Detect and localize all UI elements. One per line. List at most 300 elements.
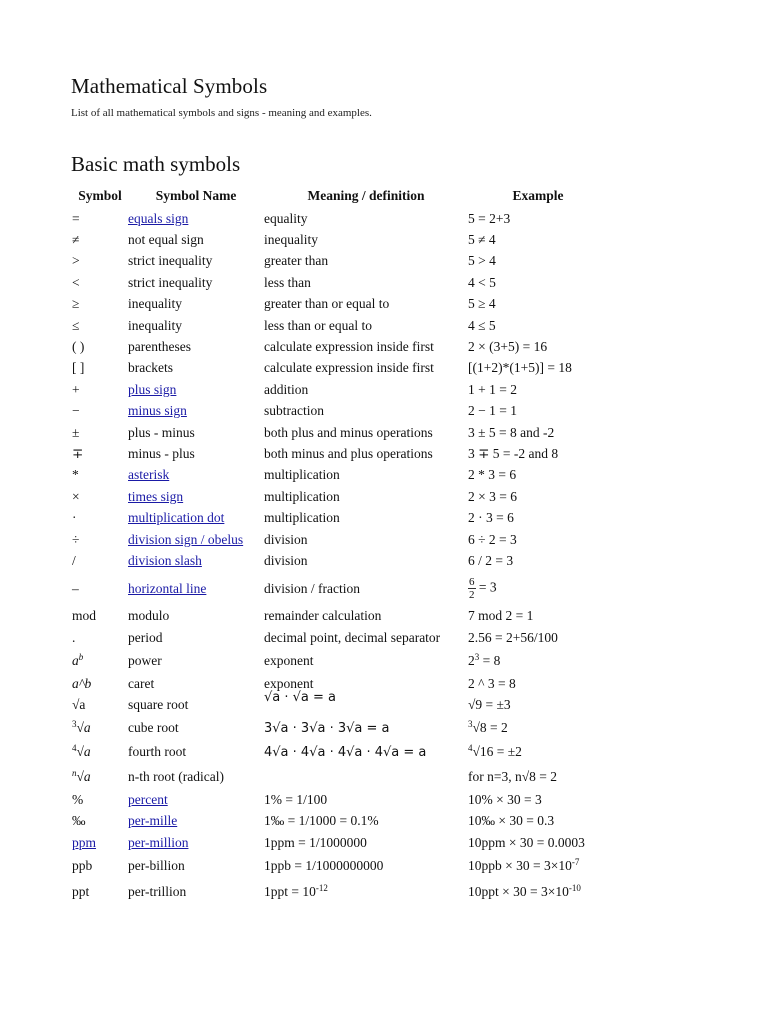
meaning-sup: -12 xyxy=(315,883,328,894)
symbol-text: ≤ xyxy=(72,317,80,333)
example-cell xyxy=(468,694,608,715)
symbol-name-link[interactable]: horizontal line xyxy=(128,580,207,596)
symbol-name: per-billion xyxy=(128,858,185,874)
symbol-text: % xyxy=(72,791,84,807)
meaning-cell xyxy=(264,879,468,905)
meaning-text: exponent xyxy=(264,652,314,668)
example-text: [(1+2)*(1+5)] = 18 xyxy=(468,360,572,376)
symbol-name-link[interactable]: division sign / obelus xyxy=(128,531,244,547)
table-row xyxy=(72,648,608,673)
symbol-text: · xyxy=(72,510,77,526)
meaning-cell xyxy=(264,690,468,715)
example-rest: = 3 xyxy=(478,579,497,595)
meaning-cell xyxy=(264,272,468,293)
example-base: 2 xyxy=(468,652,475,668)
symbol-cell xyxy=(72,315,128,336)
example-cell xyxy=(468,358,608,379)
header-symbol-name: Symbol Name xyxy=(155,188,237,203)
meaning-cell xyxy=(264,422,468,443)
table-row xyxy=(72,529,608,550)
symbol-text: + xyxy=(72,381,80,397)
name-cell xyxy=(128,648,264,673)
name-cell xyxy=(128,229,264,250)
meaning-text: exponent xyxy=(264,675,314,691)
symbol-text: * xyxy=(72,467,79,483)
meaning-cell xyxy=(264,358,468,379)
example-text: 2 ^ 3 = 8 xyxy=(468,675,516,691)
symbol-name: fourth root xyxy=(128,744,187,760)
symbol-text: mod xyxy=(72,608,97,624)
meaning-cell xyxy=(264,811,468,832)
name-cell xyxy=(128,716,264,741)
example-cell xyxy=(468,443,608,464)
meaning-text: division xyxy=(264,552,308,568)
meaning-cell xyxy=(264,853,468,879)
meaning-cell xyxy=(264,832,468,853)
example-cell xyxy=(468,401,608,422)
fraction-numerator: 6 xyxy=(469,576,475,589)
symbol-cell xyxy=(72,294,128,315)
name-cell xyxy=(128,465,264,486)
meaning-text: greater than xyxy=(264,253,329,269)
example-cell xyxy=(468,229,608,250)
table-row xyxy=(72,486,608,507)
symbol-text: [ ] xyxy=(72,360,85,376)
symbol-text: ∓ xyxy=(72,445,84,461)
name-cell xyxy=(128,853,264,879)
table-row xyxy=(72,208,608,229)
example-cell xyxy=(468,627,608,648)
symbol-text: ‰ xyxy=(72,813,86,829)
table-body xyxy=(72,208,608,905)
symbol-cell xyxy=(72,422,128,443)
table-row xyxy=(72,229,608,250)
table-row xyxy=(72,853,608,879)
symbol-cell xyxy=(72,336,128,357)
meaning-text: decimal point, decimal separator xyxy=(264,629,441,645)
name-cell xyxy=(128,606,264,627)
symbol-name: caret xyxy=(128,675,155,691)
example-text: 2 − 1 = 1 xyxy=(468,403,517,419)
table-row xyxy=(72,811,608,832)
meaning-text: equality xyxy=(264,210,308,226)
example-text: 10‰ × 30 = 0.3 xyxy=(468,813,555,829)
example-cell xyxy=(468,740,608,765)
symbol-base: √a xyxy=(76,719,91,735)
symbol-text: / xyxy=(72,552,76,568)
meaning-cell xyxy=(264,294,468,315)
name-cell xyxy=(128,315,264,336)
meaning-text: multiplication xyxy=(264,467,340,483)
table-row xyxy=(72,443,608,464)
symbol-name: cube root xyxy=(128,719,179,735)
symbol-name: per-trillion xyxy=(128,884,187,900)
meaning-text: subtraction xyxy=(264,403,324,419)
example-cell xyxy=(468,529,608,550)
example-cell xyxy=(468,853,608,879)
meaning-text: greater than or equal to xyxy=(264,296,390,312)
table-row xyxy=(72,740,608,765)
symbol-cell xyxy=(72,853,128,879)
table-row xyxy=(72,550,608,571)
page-intro: List of all mathematical symbols and signs - meaning and examples. xyxy=(71,107,372,119)
symbol-cell xyxy=(72,529,128,550)
meaning-text: calculate expression inside first xyxy=(264,360,434,376)
meaning-cell xyxy=(264,229,468,250)
name-cell xyxy=(128,443,264,464)
symbol-text: a^b xyxy=(72,675,92,691)
symbol-text: ppt xyxy=(72,884,90,900)
example-cell xyxy=(468,336,608,357)
symbol-cell xyxy=(72,486,128,507)
symbol-name-link[interactable]: equals sign xyxy=(128,210,189,226)
symbol-cell xyxy=(72,550,128,571)
symbol-text: ≥ xyxy=(72,296,80,312)
table-row xyxy=(72,315,608,336)
symbol-name-link[interactable]: multiplication dot xyxy=(128,510,225,526)
name-cell xyxy=(128,507,264,528)
example-text: 2.56 = 2+56/100 xyxy=(468,629,558,645)
example-text: 2 × (3+5) = 16 xyxy=(468,339,548,355)
name-cell xyxy=(128,358,264,379)
symbol-text: ≠ xyxy=(72,232,80,248)
meaning-cell xyxy=(264,550,468,571)
example-text: 10ppm × 30 = 0.0003 xyxy=(468,834,585,850)
header-example: Example xyxy=(512,188,564,203)
example-cell xyxy=(468,648,608,673)
symbol-base: √a xyxy=(76,768,91,784)
meaning-cell xyxy=(264,765,468,790)
symbol-name: parentheses xyxy=(128,339,191,355)
symbol-cell xyxy=(72,832,128,853)
symbol-cell xyxy=(72,673,128,694)
table-row xyxy=(72,422,608,443)
symbol-name-link[interactable]: division slash xyxy=(128,552,202,568)
symbol-text: √a xyxy=(72,697,86,712)
example-text: 5 ≥ 4 xyxy=(468,296,496,312)
meaning-cell xyxy=(264,315,468,336)
meaning-cell xyxy=(264,401,468,422)
symbol-name-link[interactable]: per-million xyxy=(128,834,189,850)
meaning-text: inequality xyxy=(264,232,318,248)
symbol-cell xyxy=(72,208,128,229)
meaning-cell xyxy=(264,486,468,507)
name-cell xyxy=(128,251,264,272)
symbol-name: inequality xyxy=(128,296,182,312)
example-cell xyxy=(468,422,608,443)
example-text: 5 > 4 xyxy=(468,253,496,269)
table-row xyxy=(72,694,608,715)
table-row xyxy=(72,358,608,379)
meaning-text: both minus and plus operations xyxy=(264,445,433,461)
fraction xyxy=(468,576,476,601)
symbol-cell xyxy=(72,272,128,293)
symbol-cell xyxy=(72,811,128,832)
example-text: 2 × 3 = 6 xyxy=(468,488,517,504)
name-cell xyxy=(128,422,264,443)
example-base: 10ppb × 30 = 3×10 xyxy=(468,858,572,874)
symbol-cell xyxy=(72,740,128,765)
symbol-cell xyxy=(72,879,128,905)
symbol-cell xyxy=(72,507,128,528)
symbol-text: × xyxy=(72,488,80,504)
example-text: 2 · 3 = 6 xyxy=(468,510,514,526)
symbol-name: not equal sign xyxy=(128,232,204,248)
symbol-name: minus - plus xyxy=(128,445,195,461)
meaning-cell xyxy=(264,465,468,486)
symbol-cell xyxy=(72,765,128,790)
symbol-link[interactable]: ppm xyxy=(72,834,97,850)
symbol-cell xyxy=(72,251,128,272)
example-cell xyxy=(468,879,608,905)
example-sup: -7 xyxy=(571,857,580,868)
symbol-cell xyxy=(72,627,128,648)
name-cell xyxy=(128,811,264,832)
meaning-text: √a · √a = a xyxy=(264,690,337,705)
meaning-cell xyxy=(264,443,468,464)
symbol-base: √a xyxy=(76,744,91,760)
name-cell xyxy=(128,765,264,790)
meaning-text: multiplication xyxy=(264,510,340,526)
meaning-cell xyxy=(264,789,468,810)
meaning-cell xyxy=(264,336,468,357)
example-text: 4 ≤ 5 xyxy=(468,317,496,333)
example-cell xyxy=(468,507,608,528)
symbol-name: period xyxy=(128,629,163,645)
name-cell xyxy=(128,550,264,571)
symbol-cell xyxy=(72,443,128,464)
symbol-name: brackets xyxy=(128,360,173,376)
example-text: for n=3, n√8 = 2 xyxy=(468,768,558,784)
example-cell xyxy=(468,208,608,229)
meaning-text: division / fraction xyxy=(264,580,360,596)
symbol-name-link[interactable]: percent xyxy=(128,791,168,807)
meaning-text: both plus and minus operations xyxy=(264,424,433,440)
table-row xyxy=(72,272,608,293)
table-row xyxy=(72,251,608,272)
meaning-text: 1‰ = 1/1000 = 0.1% xyxy=(264,813,379,829)
name-cell xyxy=(128,529,264,550)
example-cell xyxy=(468,789,608,810)
name-cell xyxy=(128,379,264,400)
example-cell xyxy=(468,465,608,486)
meaning-text: 3√a · 3√a · 3√a = a xyxy=(264,720,390,736)
meaning-text: 1% = 1/100 xyxy=(264,791,328,807)
example-cell xyxy=(468,811,608,832)
symbol-name-link[interactable]: minus sign xyxy=(128,403,187,419)
symbol-text: < xyxy=(72,274,80,290)
symbol-text: − xyxy=(72,403,80,419)
meaning-text: 1ppb = 1/1000000000 xyxy=(264,858,384,874)
example-sup: 3 xyxy=(468,718,473,729)
symbol-text: = xyxy=(72,210,80,226)
symbol-name: strict inequality xyxy=(128,274,213,290)
table-row xyxy=(72,465,608,486)
header-meaning: Meaning / definition xyxy=(307,188,425,203)
symbol-text: – xyxy=(72,580,79,596)
name-cell xyxy=(128,208,264,229)
meaning-cell xyxy=(264,606,468,627)
meaning-text: remainder calculation xyxy=(264,608,382,624)
table-row xyxy=(72,716,608,741)
symbol-cell xyxy=(72,358,128,379)
example-text: 5 ≠ 4 xyxy=(468,232,496,248)
name-cell xyxy=(128,740,264,765)
example-cell xyxy=(468,550,608,571)
example-cell xyxy=(468,606,608,627)
name-cell xyxy=(128,401,264,422)
name-cell xyxy=(128,572,264,606)
meaning-cell xyxy=(264,251,468,272)
symbol-name-link[interactable]: plus sign xyxy=(128,381,177,397)
table-row xyxy=(72,572,608,606)
name-cell xyxy=(128,336,264,357)
symbol-text: ± xyxy=(72,424,80,440)
meaning-text: 1ppm = 1/1000000 xyxy=(264,834,367,850)
example-cell xyxy=(468,832,608,853)
symbol-base: a xyxy=(72,652,79,668)
example-cell xyxy=(468,294,608,315)
name-cell xyxy=(128,673,264,694)
symbol-cell xyxy=(72,572,128,606)
example-cell xyxy=(468,486,608,507)
example-sup: 3 xyxy=(474,651,480,662)
example-base: 10ppt × 30 = 3×10 xyxy=(468,884,569,900)
example-text: 1 + 1 = 2 xyxy=(468,381,517,397)
example-cell xyxy=(468,272,608,293)
symbol-name: square root xyxy=(128,697,189,712)
name-cell xyxy=(128,832,264,853)
table-row xyxy=(72,379,608,400)
meaning-text: multiplication xyxy=(264,488,340,504)
symbol-cell xyxy=(72,606,128,627)
symbol-name-link[interactable]: times sign xyxy=(128,488,184,504)
symbol-name: power xyxy=(128,652,162,668)
symbol-cell xyxy=(72,465,128,486)
table-row xyxy=(72,507,608,528)
name-cell xyxy=(128,294,264,315)
example-text: 10% × 30 = 3 xyxy=(468,791,542,807)
meaning-text: division xyxy=(264,531,308,547)
symbol-text: > xyxy=(72,253,80,269)
name-cell xyxy=(128,694,264,715)
example-text: 2 * 3 = 6 xyxy=(468,467,517,483)
symbol-name: strict inequality xyxy=(128,253,213,269)
symbol-cell xyxy=(72,716,128,741)
symbol-sup: b xyxy=(78,651,84,662)
example-cell xyxy=(468,315,608,336)
fraction-denominator: 2 xyxy=(469,589,475,602)
symbol-sup: n xyxy=(72,767,77,778)
example-text: √9 = ±3 xyxy=(468,697,511,712)
example-cell xyxy=(468,251,608,272)
example-sup: 4 xyxy=(468,743,473,754)
name-cell xyxy=(128,627,264,648)
example-base: √16 = ±2 xyxy=(472,744,522,760)
example-cell xyxy=(468,716,608,741)
symbol-text: ( ) xyxy=(72,339,85,355)
meaning-cell xyxy=(264,740,468,765)
symbol-name: inequality xyxy=(128,317,182,333)
example-text: 7 mod 2 = 1 xyxy=(468,608,534,624)
meaning-cell xyxy=(264,627,468,648)
meaning-cell xyxy=(264,648,468,673)
example-cell xyxy=(468,673,608,694)
example-text: 6 / 2 = 3 xyxy=(468,552,514,568)
table-row xyxy=(72,765,608,790)
meaning-cell xyxy=(264,208,468,229)
meaning-text: 4√a · 4√a · 4√a · 4√a = a xyxy=(264,745,427,761)
symbol-name-link[interactable]: per-mille xyxy=(128,813,178,829)
symbol-cell xyxy=(72,401,128,422)
section-title: Basic math symbols xyxy=(71,152,241,176)
table-row xyxy=(72,401,608,422)
example-cell xyxy=(468,572,608,606)
table-row xyxy=(72,832,608,853)
example-rest: = 8 xyxy=(479,652,501,668)
symbol-cell xyxy=(72,694,128,715)
table-row xyxy=(72,606,608,627)
header-symbol: Symbol xyxy=(78,188,122,203)
name-cell xyxy=(128,879,264,905)
meaning-base: 1ppt = 10 xyxy=(264,884,316,900)
symbol-sup: 3 xyxy=(72,718,77,729)
example-sup: -10 xyxy=(568,883,581,894)
symbol-text: ppb xyxy=(72,858,93,874)
meaning-text: less than or equal to xyxy=(264,317,372,333)
example-text: 6 ÷ 2 = 3 xyxy=(468,531,517,547)
symbol-name: n-th root (radical) xyxy=(128,768,224,784)
symbol-name: modulo xyxy=(128,608,170,624)
meaning-cell xyxy=(264,379,468,400)
example-text: 3 ± 5 = 8 and -2 xyxy=(468,424,555,440)
symbol-name-link[interactable]: asterisk xyxy=(128,467,170,483)
symbol-sup: 4 xyxy=(72,743,77,754)
example-cell xyxy=(468,765,608,790)
example-text: 4 < 5 xyxy=(468,274,496,290)
meaning-cell xyxy=(264,572,468,606)
example-text: 3 ∓ 5 = -2 and 8 xyxy=(468,445,559,461)
table-row xyxy=(72,336,608,357)
symbol-cell xyxy=(72,648,128,673)
table-row xyxy=(72,673,608,694)
example-base: √8 = 2 xyxy=(472,719,508,735)
symbol-text: . xyxy=(72,629,76,645)
meaning-text: less than xyxy=(264,274,311,290)
name-cell xyxy=(128,272,264,293)
symbol-name: plus - minus xyxy=(128,424,195,440)
table-row xyxy=(72,627,608,648)
name-cell xyxy=(128,789,264,810)
example-cell xyxy=(468,379,608,400)
table-row xyxy=(72,294,608,315)
symbol-cell xyxy=(72,379,128,400)
meaning-cell xyxy=(264,716,468,741)
symbols-table xyxy=(72,184,608,905)
name-cell xyxy=(128,486,264,507)
example-text: 5 = 2+3 xyxy=(468,210,511,226)
table-header-row xyxy=(72,184,608,208)
meaning-text: addition xyxy=(264,381,309,397)
symbol-text: ÷ xyxy=(72,531,80,547)
meaning-text: calculate expression inside first xyxy=(264,339,434,355)
page-title: Mathematical Symbols xyxy=(71,74,268,98)
meaning-cell xyxy=(264,507,468,528)
meaning-cell xyxy=(264,529,468,550)
table-row xyxy=(72,879,608,905)
symbol-cell xyxy=(72,789,128,810)
table-row xyxy=(72,789,608,810)
